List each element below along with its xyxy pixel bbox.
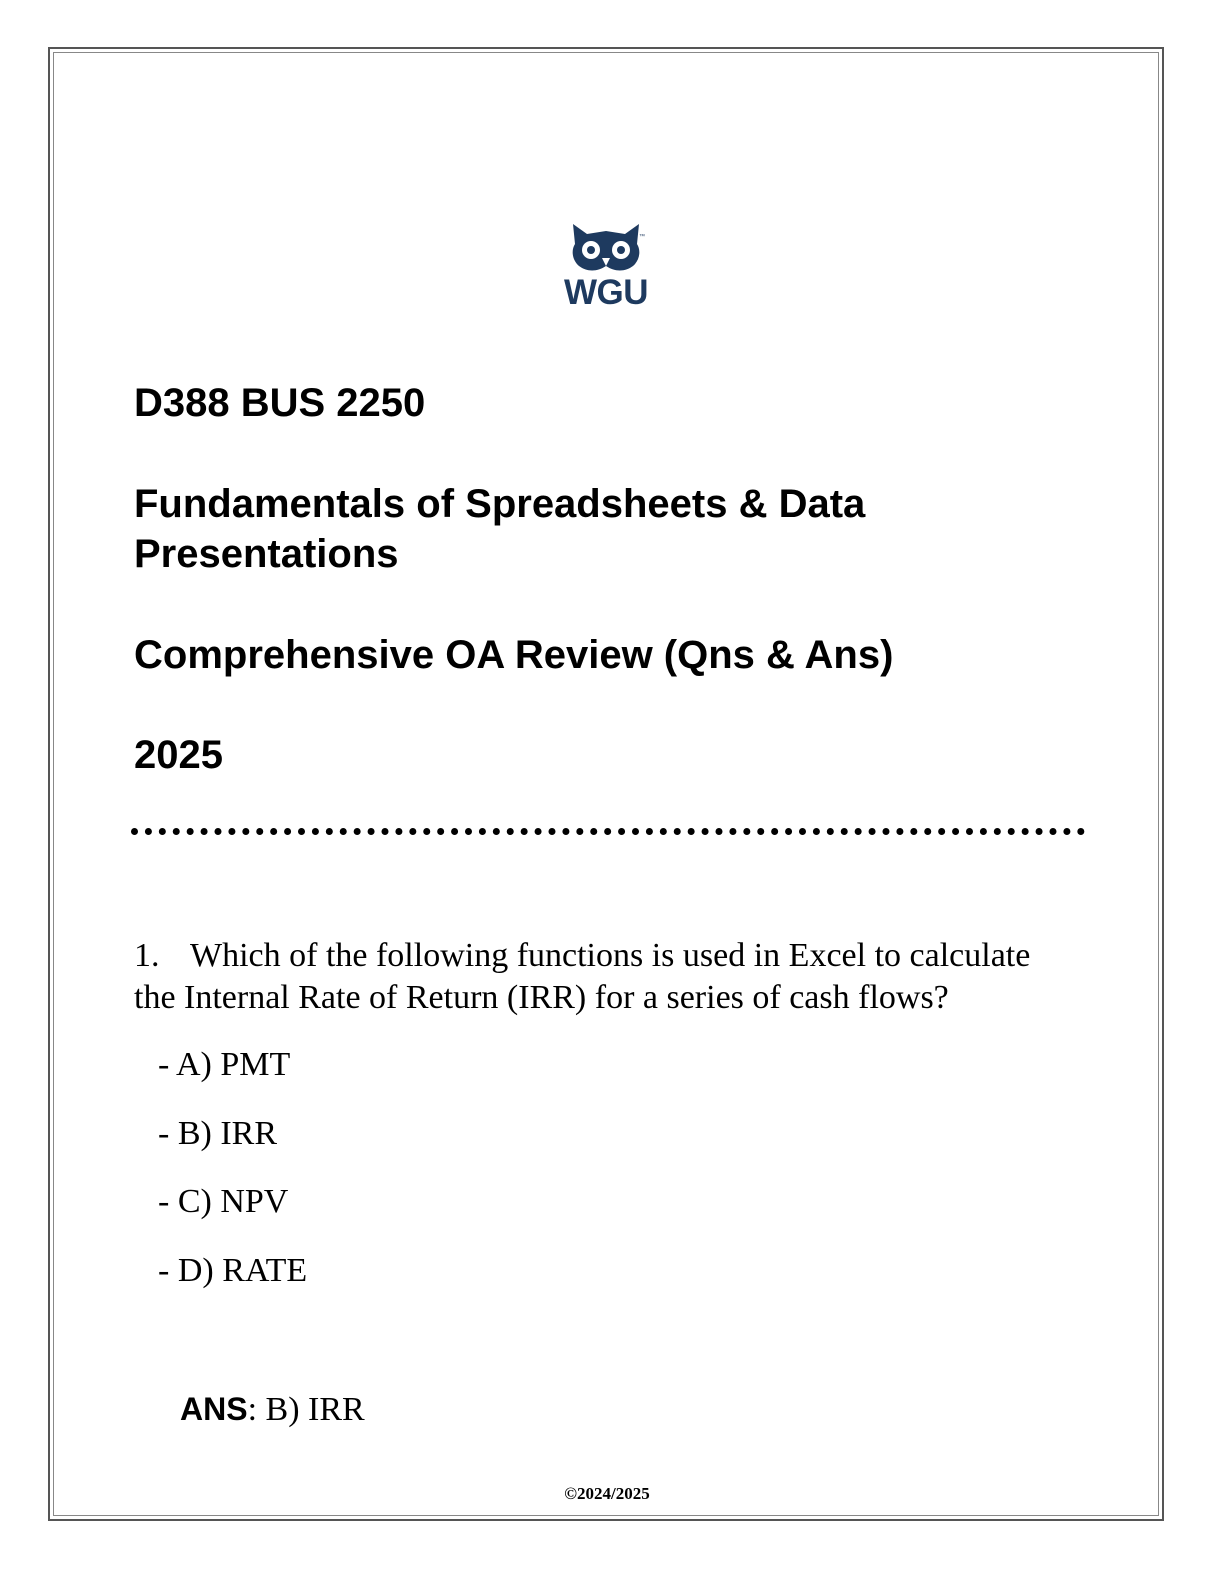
course-code: D388 BUS 2250 xyxy=(134,381,426,425)
wgu-logo xyxy=(553,220,659,308)
answer-label: ANS xyxy=(180,1391,248,1427)
option-d: - D) RATE xyxy=(158,1251,308,1289)
logo-text: WGU xyxy=(563,273,649,308)
trademark-mark: ™ xyxy=(639,234,645,240)
option-a: - A) PMT xyxy=(158,1046,291,1083)
answer-options xyxy=(158,1045,307,1319)
review-title: Comprehensive OA Review (Qns & Ans) xyxy=(134,633,894,677)
question-line-2: the Internal Rate of Return (IRR) for a series of cash flows? xyxy=(134,979,949,1016)
question-number: 1. xyxy=(134,937,160,974)
owl-icon xyxy=(553,220,659,308)
question-text xyxy=(134,935,1094,1019)
answer-line xyxy=(180,1388,365,1431)
footer-copyright: ©2024/2025 xyxy=(564,1484,650,1503)
course-title-line-2: Presentations xyxy=(134,532,399,576)
year: 2025 xyxy=(134,733,223,777)
dotted-divider xyxy=(131,828,1085,835)
option-b: - B) IRR xyxy=(158,1114,277,1152)
answer-separator: : xyxy=(247,1391,258,1428)
course-title xyxy=(134,479,865,579)
answer-value: B) IRR xyxy=(257,1391,365,1428)
course-title-line-1: Fundamentals of Spreadsheets & Data xyxy=(134,482,866,526)
question-line-1: Which of the following functions is used in Excel to calculate xyxy=(190,937,1031,974)
option-c: - C) NPV xyxy=(158,1183,289,1220)
